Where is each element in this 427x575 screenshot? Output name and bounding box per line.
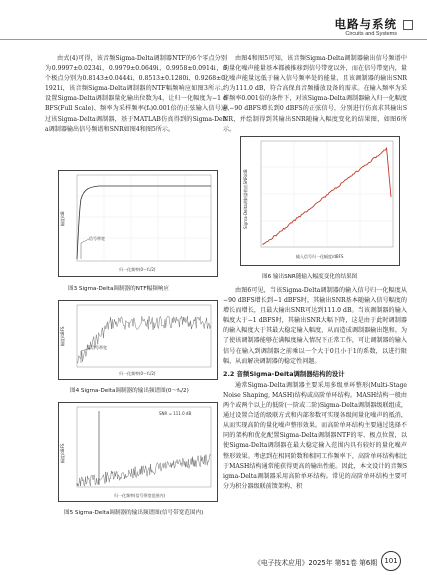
- section-subheading: 2.2 音频Sigma-Delta调制器结构的设计: [223, 369, 345, 378]
- right-paragraph-2: 由图6可见，当该Sigma-Delta调制器的输入信号归一化幅度从−90 dBFS增长到−1 dBFS时，其输出SNR基本随输入信号幅度的增长而增长，且最大输出SNR可达到111.0 dB。当该调制器的输入幅度大于−1 dBFS时，其输出SNR大幅下降，这是由于此时调制器的输入幅度大于其最大稳定输入幅度，从而造成调制器输出饱和。为了使该调制器能够在满幅度输入情况下正常工作，可让调制器的输入信号在输入到调制器之前乘以一个大于0且小于1的系数，以进行限幅，从而解决调制器的稳定性问题。: [223, 287, 407, 365]
- figure-6-snr-curve: [240, 136, 400, 266]
- right-column-bottom: [223, 286, 407, 540]
- section-subtitle: Circuits and Systems: [345, 31, 397, 37]
- page-number: 101: [381, 551, 401, 571]
- figure-5-caption: 图5 Sigma-Delta调制器的输出频谱图(信号带宽范围内): [64, 510, 204, 516]
- header-divider: [0, 39, 427, 40]
- ntf-curve: [77, 186, 211, 259]
- journal-info: 《电子技术应用》2025年 第51卷 第6期: [254, 559, 377, 567]
- page-footer: [0, 545, 427, 575]
- fig4-annotation: 信号带宽: [91, 345, 107, 350]
- right-paragraph-1: 由图4和图5可知，该音频Sigma-Delta调制器输出信号频谱中的量化噪声能量基本都被推移到信号带宽以外，而在信号带宽内，量化噪声能量远低于输入信号频率处的能量，且该调制器的输出SNR约为111.0 dB，符合高保真音频播放设备的需求。在输入频率为采样频率0.001倍的条件下，对该Sigma-Delta调制器输入归一化幅度从−90 dBFS增长到0 dBFS的正弦信号，分别进行仿真求其输出SNR，并绘制得到其输出SNR随输入幅度变化的结果图，如图6所示。: [223, 55, 407, 133]
- fig4-xlabel: 归一化频率(0～fₛ/2): [119, 371, 156, 376]
- fig6-xlabel: 输入信号归一化幅度/dBFS: [296, 254, 344, 259]
- left-column: [45, 54, 227, 135]
- fig5-xlabel: 归一化频率(信号带宽范围内): [114, 493, 166, 498]
- figure-4-caption: 图4 Sigma-Delta调制器的输出频谱图(0～fₛ/2): [70, 388, 189, 394]
- corner-mark-icon: [403, 20, 413, 30]
- fig4-spectrum-trace: [77, 316, 211, 363]
- page-header: [0, 0, 427, 40]
- fig5-ylabel: 幅度/dBFS: [60, 443, 65, 463]
- fig3-xlabel: 归一化频率(0～fₛ/2): [119, 267, 156, 272]
- fig5-annotation: SNR = 111.0 dB: [159, 411, 192, 416]
- fig5-spectrum-trace: [77, 454, 211, 486]
- figure-6-caption: 图6 输出SNR随输入幅度变化的结果图: [262, 274, 358, 280]
- right-column-top: [223, 54, 407, 134]
- right-paragraph-3: 通常Sigma-Delta调制器主要采用多级单环整形(Multi-Stage Noise Shaping, MASH)结构或高阶单环结构。MASH结构一般由两个或两个以上的低阶(一阶或二阶)Sigma-Delta调制器级联组成，通过设置合适的级联方式和内部参数可实现各级间量化噪声的抵消，从而实现高阶的量化噪声整形效果。而高阶单环结构主要通过选择不同的架构和优化配置Sigma-Delta调制器NTF的零、极点位置，以使Sigma-Delta调制器在最大稳定输入范围内具有较好的量化噪声整形效果。考虑到在相同阶数和相同工作频率下，高阶单环结构相比于MASH结构通常能获得更高的输出性能。因此，本文设计的音频Sigma-Delta调制器采用高阶单环结构。常见的高阶单环结构主要可分为积分器级联前馈架构、积: [223, 381, 407, 490]
- fig4-ylabel: 幅度/dBFS: [60, 326, 65, 346]
- figure-3-caption: 图3 Sigma-Delta调制器的NTF幅频响应: [68, 286, 169, 292]
- figure-4-output-spectrum: [58, 300, 218, 380]
- fig6-ylabel: Sigma-Delta调制器输出SNR/dB: [243, 169, 248, 229]
- section-title: 电路与系统: [334, 17, 397, 31]
- left-paragraph-1: 由式(4)可得，该音频Sigma-Delta调制器NTF的6个零点分别为0.9997±0.0234i、0.9979±0.0649i、0.9958±0.0914i，6个极点分别为0.8143±0.0444i、0.8513±0.1280i、0.9268±0.1921i，该音频Sigma-Delta调制器的NTF幅频响应如图3所示。设置Sigma-Delta调制器量化输出位数为4，让归一化幅度为−1 dBFS(Full Scale)、频率为采样频率(fₛ)0.001倍的正弦输入信号通过该Sigma-Delta调制器，基于MATLAB仿真得到的Sigma-Delta调制器输出信号频谱和SNR如图4和图5所示。: [45, 55, 227, 133]
- fig3-annotation: 信号带宽: [89, 236, 105, 241]
- figure-5-band-spectrum: [58, 402, 218, 502]
- figure-3-ntf-response: [58, 170, 218, 277]
- fig3-ylabel: 幅度/dB: [60, 211, 65, 226]
